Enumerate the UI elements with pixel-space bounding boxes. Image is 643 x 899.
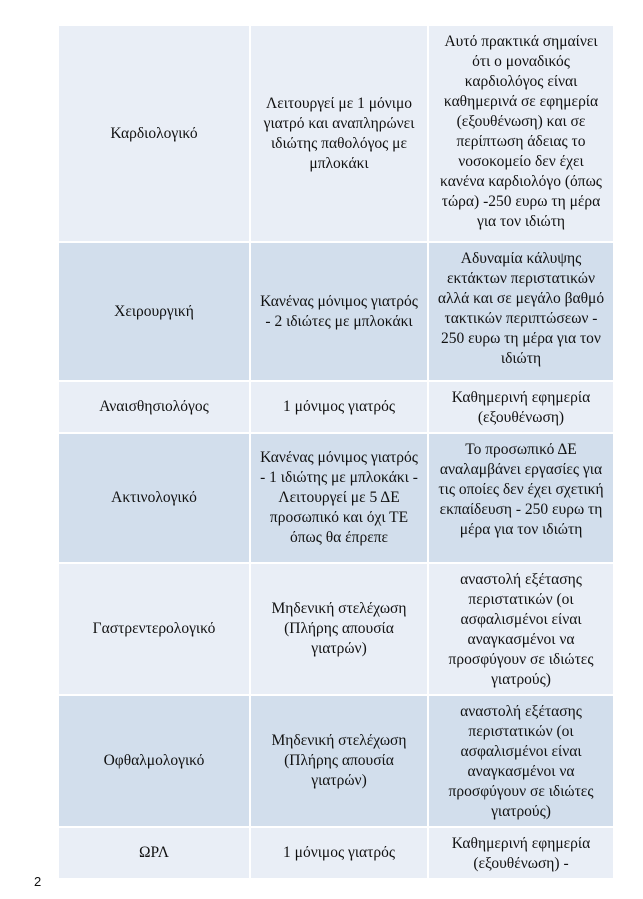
department-cell: Οφθαλμολογικό bbox=[58, 695, 250, 827]
staffing-cell: Κανένας μόνιμος γιατρός - 2 ιδιώτες με μπλοκάκι bbox=[250, 242, 428, 381]
consequence-cell: Αδυναμία κάλυψης εκτάκτων περιστατικών αλλά και σε μεγάλο βαθμό τακτικών περιπτώσεων - 250 ευρω τη μέρα για τον ιδιώτη bbox=[428, 242, 614, 381]
department-cell: Καρδιολογικό bbox=[58, 25, 250, 242]
table-row bbox=[58, 827, 614, 879]
department-cell: Χειρουργική bbox=[58, 242, 250, 381]
consequence-cell: αναστολή εξέτασης περιστατικών (οι ασφαλισμένοι είναι αναγκασμένοι να προσφύγουν σε ιδιώτες γιατρούς) bbox=[428, 695, 614, 827]
staffing-cell: Μηδενική στελέχωση (Πλήρης απουσία γιατρών) bbox=[250, 563, 428, 695]
staffing-cell: 1 μόνιμος γιατρός bbox=[250, 827, 428, 879]
table-row bbox=[58, 381, 614, 433]
consequence-cell: Το προσωπικό ΔΕ αναλαμβάνει εργασίες για τις οποίες δεν έχει σχετική εκπαίδευση - 250 ευρω τη μέρα για τον ιδιώτη bbox=[428, 433, 614, 563]
department-cell: Γαστρεντερολογικό bbox=[58, 563, 250, 695]
department-cell: Αναισθησιολόγος bbox=[58, 381, 250, 433]
page-number: 2 bbox=[34, 874, 42, 889]
staffing-cell: 1 μόνιμος γιατρός bbox=[250, 381, 428, 433]
staffing-cell: Κανένας μόνιμος γιατρός - 1 ιδιώτης με μπλοκάκι - Λειτουργεί με 5 ΔΕ προσωπικό και όχι ΤΕ όπως θα έπρεπε bbox=[250, 433, 428, 563]
staffing-cell: Μηδενική στελέχωση (Πλήρης απουσία γιατρών) bbox=[250, 695, 428, 827]
consequence-cell: Αυτό πρακτικά σημαίνει ότι ο μοναδικός καρδιολόγος είναι καθημερινά σε εφημερία (εξουθένωση) και σε περίπτωση άδειας το νοσοκομείο δεν έχει κανένα καρδιολόγο (όπως τώρα) -250 ευρω τη μέρα για τον ιδιώτη bbox=[428, 25, 614, 242]
table-row bbox=[58, 242, 614, 381]
staffing-cell: Λειτουργεί με 1 μόνιμο γιατρό και αναπληρώνει ιδιώτης παθολόγος με μπλοκάκι bbox=[250, 25, 428, 242]
table-row bbox=[58, 695, 614, 827]
consequence-cell: αναστολή εξέτασης περιστατικών (οι ασφαλισμένοι είναι αναγκασμένοι να προσφύγουν σε ιδιώτες γιατρούς) bbox=[428, 563, 614, 695]
consequence-cell: Καθημερινή εφημερία (εξουθένωση) - bbox=[428, 827, 614, 879]
department-cell: Ακτινολογικό bbox=[58, 433, 250, 563]
table-row bbox=[58, 25, 614, 242]
department-cell: ΩΡΛ bbox=[58, 827, 250, 879]
consequence-cell: Καθημερινή εφημερία (εξουθένωση) bbox=[428, 381, 614, 433]
table-row bbox=[58, 563, 614, 695]
departments-table bbox=[57, 24, 615, 880]
table-row bbox=[58, 433, 614, 563]
